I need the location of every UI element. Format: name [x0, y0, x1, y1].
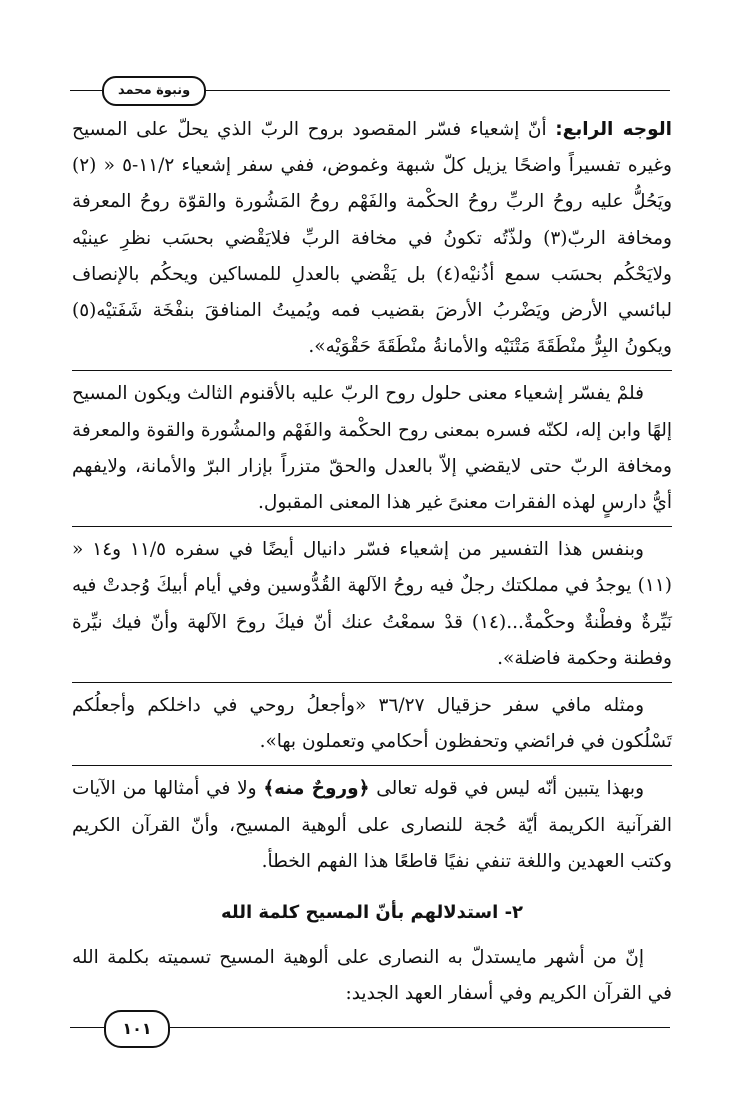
quran-quote: ﴿وروحٌ منه﴾ — [263, 778, 370, 800]
page-footer — [70, 1008, 670, 1048]
conclusion-text-b: ولا في أمثالها من الآيات القرآنية الكريمة أيّة حُجة للنصارى على ألوهية المسيح، وأنّ القرآن الكريم وكتب العهدين واللغة تنفي نفيًا قاطعًا هذا الفهم الخطأ. — [72, 778, 672, 872]
paragraph-divider — [72, 526, 672, 527]
paragraph-text: أنّ إشعياء فسّر المقصود بروح الربّ الذي يحلّ على المسيح وغيره تفسيراً واضحًا يزيل كلّ شبهة وغموض، ففي سفر إشعياء ١١/٢-٥ « (٢) ويَحُلُّ عليه روحُ الربِّ روحُ الحكْمة والفَهْم روحُ المَشُورة والقوّة روحُ المعرفة ومخافة الربّ(٣) ولذّتُه تكونُ في مخافة الربِّ فلايَقْضي بحسَب نظرِ عينيْه ولايَحْكُم بحسَب سمع أذُنيْه(٤) بل يَقْضي بالعدلِ للمساكين ويحكُم بالإنصاف لبائسي الأرض ويَضْربُ الأرضَ بقضيب فمه ويُميتُ المنافقَ بنفْخَة شَفَتيْه(٥) ويكونُ البِرُّ منْطَقَةَ مَتْنَيْه والأمانةُ منْطَقَةَ حَقْوَيْه». — [72, 119, 672, 358]
paragraph-fourth-aspect — [72, 112, 672, 365]
conclusion-text-a: وبهذا يتبين أنّه ليس في قوله تعالى — [369, 778, 645, 800]
running-header — [70, 68, 670, 112]
page-body — [72, 112, 672, 1012]
paragraph-divider — [72, 765, 672, 766]
page-number: ١٠١ — [104, 1010, 170, 1048]
paragraph-word-of-god: إنّ من أشهر مايستدلّ به النصارى على ألوهية المسيح تسميته بكلمة الله في القرآن الكريم وفي أسفار العهد الجديد: — [72, 947, 672, 1005]
paragraph-divider — [72, 682, 672, 683]
section-heading: ٢- استدلالهم بأنّ المسيح كلمة الله — [220, 902, 524, 924]
paragraph-conclusion — [72, 771, 672, 880]
paragraph-interpretation: فلمْ يفسّر إشعياء معنى حلول روح الربّ عليه بالأقنوم الثالث ويكون المسيح إلهًا وابن إله، لكنّه فسره بمعنى روح الحكْمة والفَهْم والمشُورة والقوة والمعرفة ومخافة الربّ حتى لايقضي إلاّ بالعدل والحقّ متزراً بإزار البرّ والأمانة، ولايفهم أيُّ دارسٍ لهذه الفقرات معنىً غير هذا المعنى المقبول. — [72, 383, 672, 514]
running-title: ونبوة محمد — [102, 76, 206, 106]
paragraph-daniel: وبنفس هذا التفسير من إشعياء فسّر دانيال أيضًا في سفره ١١/٥ و١٤ « (١١) يوجدُ في مملكتك رجلٌ فيه روحُ الآلهة القُدُّوسين وفي أيام أبيكَ وُجدتْ فيه نَيِّرةٌ وفطْنةٌ وحكْمةٌ...(١٤) قدْ سمعْتُ عنك أنّ فيكَ روحَ الآلهة وأنّ فيك نيِّرة وفطنة وحكمة فاضلة». — [72, 539, 672, 669]
paragraph-lead: الوجه الرابع: — [555, 119, 673, 140]
paragraph-ezekiel: ومثله مافي سفر حزقيال ٣٦/٢٧ «وأجعلُ روحي في داخلكم وأجعلُكم تَسْلُكون في فرائضي وتحفظون أحكامي وتعملون بها». — [72, 695, 672, 753]
paragraph-divider — [72, 370, 672, 371]
